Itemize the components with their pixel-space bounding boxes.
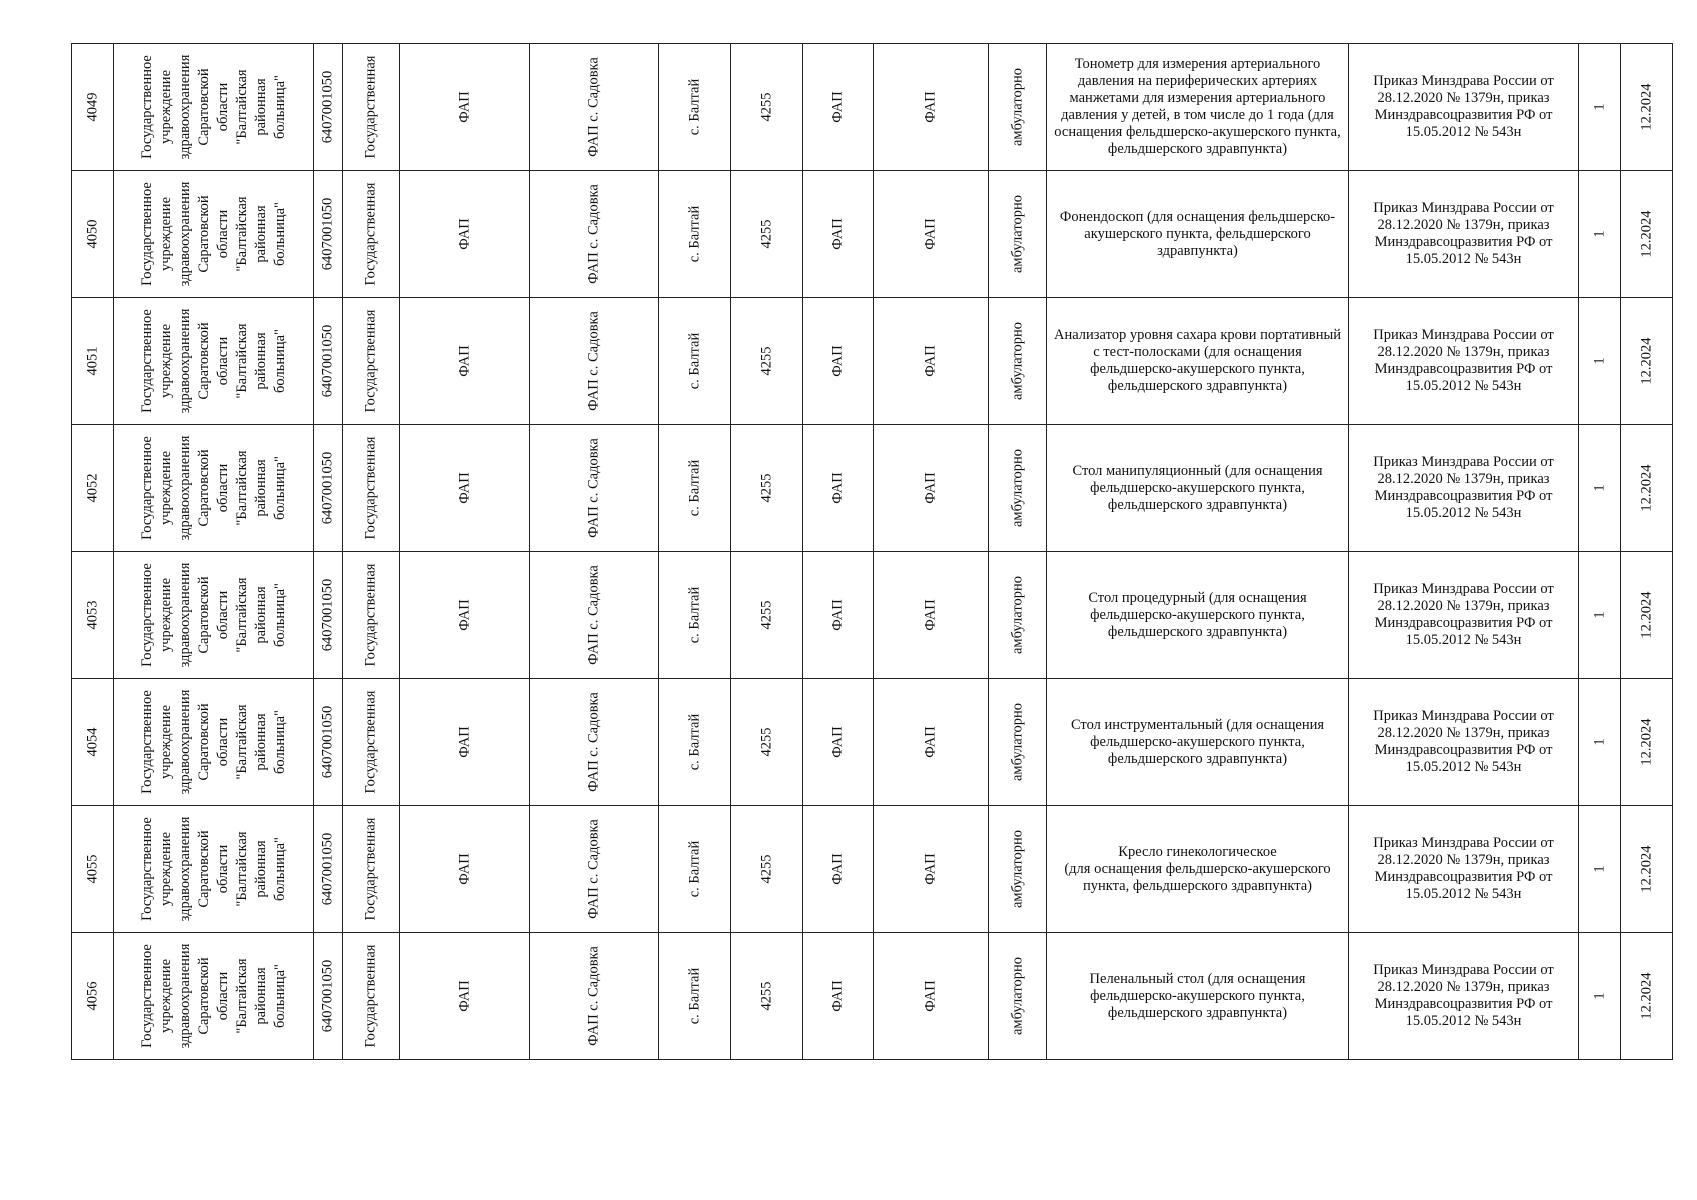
unit-name: ФАП bbox=[829, 472, 846, 504]
unit-name: ФАП bbox=[829, 218, 846, 250]
organization-name-cell bbox=[114, 425, 314, 552]
regulation-reference: Приказ Минздрава России от 28.12.2020 № 1379н, приказ Минздравсоцразвития РФ от 15.05.2012 № 543н bbox=[1349, 171, 1579, 298]
care-conditions: амбулаторно bbox=[1009, 702, 1025, 782]
unit-name-cell bbox=[803, 806, 874, 933]
delivery-date-cell bbox=[1621, 44, 1673, 171]
organization-name-cell bbox=[114, 933, 314, 1060]
inn-code: 6407001050 bbox=[319, 578, 336, 652]
quantity-cell bbox=[1579, 44, 1621, 171]
locality-cell bbox=[659, 806, 731, 933]
row-number-cell bbox=[72, 552, 114, 679]
inn-code-cell bbox=[314, 552, 343, 679]
facility-type: ФАП bbox=[456, 853, 472, 885]
subunit-name-cell bbox=[874, 806, 989, 933]
unit-name: ФАП bbox=[829, 599, 846, 631]
locality-code: 4255 bbox=[758, 981, 774, 1011]
locality: с. Балтай bbox=[686, 205, 702, 263]
locality-code-cell bbox=[731, 44, 803, 171]
organization-name: Государственное учреждение здравоохранения Саратовской области "Балтайская районная больница" bbox=[138, 562, 288, 668]
locality-code-cell bbox=[731, 171, 803, 298]
care-conditions-cell bbox=[989, 933, 1047, 1060]
quantity-cell bbox=[1579, 933, 1621, 1060]
ownership-type-cell bbox=[343, 806, 400, 933]
organization-name: Государственное учреждение здравоохранения Саратовской области "Балтайская районная больница" bbox=[138, 689, 288, 795]
quantity: 1 bbox=[1591, 738, 1607, 746]
organization-name-cell bbox=[114, 806, 314, 933]
table-row bbox=[72, 679, 1673, 806]
inn-code-cell bbox=[314, 933, 343, 1060]
regulation-reference: Приказ Минздрава России от 28.12.2020 № 1379н, приказ Минздравсоцразвития РФ от 15.05.2012 № 543н bbox=[1349, 425, 1579, 552]
facility-name-cell bbox=[530, 44, 659, 171]
facility-type: ФАП bbox=[456, 91, 472, 123]
table-row bbox=[72, 425, 1673, 552]
facility-name-cell bbox=[530, 806, 659, 933]
care-conditions: амбулаторно bbox=[1009, 448, 1025, 528]
delivery-date: 12.2024 bbox=[1638, 845, 1654, 893]
row-number-cell bbox=[72, 933, 114, 1060]
inn-code: 6407001050 bbox=[319, 197, 336, 271]
quantity: 1 bbox=[1591, 865, 1607, 873]
care-conditions-cell bbox=[989, 171, 1047, 298]
organization-name-cell bbox=[114, 298, 314, 425]
regulation-reference: Приказ Минздрава России от 28.12.2020 № 1379н, приказ Минздравсоцразвития РФ от 15.05.2012 № 543н bbox=[1349, 679, 1579, 806]
facility-name: ФАП с. Садовка bbox=[585, 438, 602, 538]
facility-name: ФАП с. Садовка bbox=[585, 311, 602, 411]
care-conditions: амбулаторно bbox=[1009, 321, 1025, 401]
equipment-description: Анализатор уровня сахара крови портативный с тест-полосками (для оснащения фельдшерско-акушерского пункта, фельдшерского здравпункта) bbox=[1047, 298, 1349, 425]
delivery-date-cell bbox=[1621, 679, 1673, 806]
delivery-date-cell bbox=[1621, 298, 1673, 425]
inn-code-cell bbox=[314, 44, 343, 171]
facility-name: ФАП с. Садовка bbox=[585, 184, 602, 284]
facility-name: ФАП с. Садовка bbox=[585, 692, 602, 792]
facility-name-cell bbox=[530, 679, 659, 806]
facility-type: ФАП bbox=[456, 472, 472, 504]
locality-code: 4255 bbox=[758, 473, 774, 503]
inn-code: 6407001050 bbox=[319, 324, 336, 398]
organization-name: Государственное учреждение здравоохранения Саратовской области "Балтайская районная больница" bbox=[138, 435, 288, 541]
ownership-type: Государственная bbox=[362, 55, 379, 159]
locality-cell bbox=[659, 298, 731, 425]
unit-name-cell bbox=[803, 933, 874, 1060]
organization-name: Государственное учреждение здравоохранения Саратовской области "Балтайская районная больница" bbox=[138, 816, 288, 922]
ownership-type: Государственная bbox=[362, 436, 379, 540]
locality-cell bbox=[659, 552, 731, 679]
locality-cell bbox=[659, 44, 731, 171]
locality: с. Балтай bbox=[686, 967, 702, 1025]
locality: с. Балтай bbox=[686, 713, 702, 771]
ownership-type: Государственная bbox=[362, 817, 379, 921]
facility-name: ФАП с. Садовка bbox=[585, 946, 602, 1046]
unit-name-cell bbox=[803, 44, 874, 171]
regulation-reference: Приказ Минздрава России от 28.12.2020 № 1379н, приказ Минздравсоцразвития РФ от 15.05.2012 № 543н bbox=[1349, 44, 1579, 171]
ownership-type-cell bbox=[343, 425, 400, 552]
row-number-cell bbox=[72, 806, 114, 933]
organization-name-cell bbox=[114, 171, 314, 298]
delivery-date-cell bbox=[1621, 552, 1673, 679]
quantity: 1 bbox=[1591, 357, 1607, 365]
locality-code: 4255 bbox=[758, 727, 774, 757]
table-row bbox=[72, 44, 1673, 171]
unit-name: ФАП bbox=[829, 345, 846, 377]
locality-cell bbox=[659, 425, 731, 552]
delivery-date-cell bbox=[1621, 171, 1673, 298]
facility-name-cell bbox=[530, 425, 659, 552]
subunit-name: ФАП bbox=[922, 472, 939, 504]
unit-name: ФАП bbox=[829, 853, 846, 885]
delivery-date: 12.2024 bbox=[1638, 337, 1654, 385]
locality-cell bbox=[659, 933, 731, 1060]
quantity-cell bbox=[1579, 171, 1621, 298]
locality-code-cell bbox=[731, 806, 803, 933]
row-number-cell bbox=[72, 425, 114, 552]
regulation-reference: Приказ Минздрава России от 28.12.2020 № 1379н, приказ Минздравсоцразвития РФ от 15.05.2012 № 543н bbox=[1349, 298, 1579, 425]
care-conditions-cell bbox=[989, 425, 1047, 552]
ownership-type-cell bbox=[343, 298, 400, 425]
row-number: 4049 bbox=[84, 92, 100, 122]
quantity-cell bbox=[1579, 552, 1621, 679]
quantity: 1 bbox=[1591, 103, 1607, 111]
unit-name-cell bbox=[803, 171, 874, 298]
subunit-name: ФАП bbox=[922, 853, 939, 885]
equipment-description: Тонометр для измерения артериального давления на периферических артериях манжетами для измерения артериального давления у детей, в том числе до 1 года (для оснащения фельдшерско-акушерского пункта, фельдшерского здравпункта) bbox=[1047, 44, 1349, 171]
ownership-type-cell bbox=[343, 679, 400, 806]
equipment-table bbox=[71, 43, 1673, 1060]
care-conditions-cell bbox=[989, 298, 1047, 425]
locality-code-cell bbox=[731, 552, 803, 679]
organization-name: Государственное учреждение здравоохранения Саратовской области "Балтайская районная больница" bbox=[138, 181, 288, 287]
facility-type-cell bbox=[400, 806, 530, 933]
row-number: 4050 bbox=[84, 219, 100, 249]
quantity-cell bbox=[1579, 298, 1621, 425]
inn-code: 6407001050 bbox=[319, 832, 336, 906]
table-row bbox=[72, 298, 1673, 425]
subunit-name: ФАП bbox=[922, 345, 939, 377]
facility-type-cell bbox=[400, 171, 530, 298]
facility-type-cell bbox=[400, 298, 530, 425]
quantity: 1 bbox=[1591, 484, 1607, 492]
inn-code-cell bbox=[314, 298, 343, 425]
facility-name-cell bbox=[530, 171, 659, 298]
locality-code: 4255 bbox=[758, 219, 774, 249]
unit-name-cell bbox=[803, 679, 874, 806]
organization-name-cell bbox=[114, 44, 314, 171]
delivery-date-cell bbox=[1621, 425, 1673, 552]
locality: с. Балтай bbox=[686, 78, 702, 136]
ownership-type-cell bbox=[343, 171, 400, 298]
locality-cell bbox=[659, 679, 731, 806]
subunit-name: ФАП bbox=[922, 91, 939, 123]
regulation-reference: Приказ Минздрава России от 28.12.2020 № 1379н, приказ Минздравсоцразвития РФ от 15.05.2012 № 543н bbox=[1349, 552, 1579, 679]
facility-type-cell bbox=[400, 425, 530, 552]
delivery-date: 12.2024 bbox=[1638, 464, 1654, 512]
regulation-reference: Приказ Минздрава России от 28.12.2020 № 1379н, приказ Минздравсоцразвития РФ от 15.05.2012 № 543н bbox=[1349, 933, 1579, 1060]
equipment-description: Кресло гинекологическое (для оснащения фельдшерско-акушерского пункта, фельдшерского здравпункта) bbox=[1047, 806, 1349, 933]
row-number: 4056 bbox=[84, 981, 100, 1011]
organization-name: Государственное учреждение здравоохранения Саратовской области "Балтайская районная больница" bbox=[138, 54, 288, 160]
subunit-name-cell bbox=[874, 552, 989, 679]
delivery-date: 12.2024 bbox=[1638, 972, 1654, 1020]
organization-name: Государственное учреждение здравоохранения Саратовской области "Балтайская районная больница" bbox=[138, 308, 288, 414]
equipment-description: Стол процедурный (для оснащения фельдшерско-акушерского пункта, фельдшерского здравпункта) bbox=[1047, 552, 1349, 679]
subunit-name-cell bbox=[874, 298, 989, 425]
table-row bbox=[72, 171, 1673, 298]
organization-name-cell bbox=[114, 552, 314, 679]
ownership-type: Государственная bbox=[362, 309, 379, 413]
facility-type-cell bbox=[400, 44, 530, 171]
regulation-reference: Приказ Минздрава России от 28.12.2020 № 1379н, приказ Минздравсоцразвития РФ от 15.05.2012 № 543н bbox=[1349, 806, 1579, 933]
quantity: 1 bbox=[1591, 230, 1607, 238]
locality-cell bbox=[659, 171, 731, 298]
subunit-name: ФАП bbox=[922, 599, 939, 631]
subunit-name-cell bbox=[874, 171, 989, 298]
row-number: 4054 bbox=[84, 727, 100, 757]
care-conditions-cell bbox=[989, 806, 1047, 933]
quantity-cell bbox=[1579, 425, 1621, 552]
equipment-description: Стол инструментальный (для оснащения фельдшерско-акушерского пункта, фельдшерского здравпункта) bbox=[1047, 679, 1349, 806]
subunit-name: ФАП bbox=[922, 218, 939, 250]
locality-code: 4255 bbox=[758, 346, 774, 376]
care-conditions-cell bbox=[989, 679, 1047, 806]
inn-code-cell bbox=[314, 425, 343, 552]
locality: с. Балтай bbox=[686, 840, 702, 898]
facility-name-cell bbox=[530, 298, 659, 425]
locality-code: 4255 bbox=[758, 92, 774, 122]
organization-name: Государственное учреждение здравоохранения Саратовской области "Балтайская районная больница" bbox=[138, 943, 288, 1049]
inn-code-cell bbox=[314, 171, 343, 298]
facility-type: ФАП bbox=[456, 726, 472, 758]
table-row bbox=[72, 552, 1673, 679]
ownership-type: Государственная bbox=[362, 182, 379, 286]
unit-name: ФАП bbox=[829, 980, 846, 1012]
unit-name: ФАП bbox=[829, 91, 846, 123]
ownership-type: Государственная bbox=[362, 690, 379, 794]
locality-code-cell bbox=[731, 933, 803, 1060]
row-number: 4052 bbox=[84, 473, 100, 503]
delivery-date: 12.2024 bbox=[1638, 83, 1654, 131]
care-conditions: амбулаторно bbox=[1009, 575, 1025, 655]
delivery-date-cell bbox=[1621, 933, 1673, 1060]
ownership-type-cell bbox=[343, 44, 400, 171]
facility-type: ФАП bbox=[456, 599, 472, 631]
care-conditions-cell bbox=[989, 552, 1047, 679]
equipment-description: Стол манипуляционный (для оснащения фельдшерско-акушерского пункта, фельдшерского здравпункта) bbox=[1047, 425, 1349, 552]
delivery-date-cell bbox=[1621, 806, 1673, 933]
row-number-cell bbox=[72, 298, 114, 425]
locality-code-cell bbox=[731, 298, 803, 425]
unit-name: ФАП bbox=[829, 726, 846, 758]
subunit-name: ФАП bbox=[922, 980, 939, 1012]
care-conditions: амбулаторно bbox=[1009, 194, 1025, 274]
quantity-cell bbox=[1579, 679, 1621, 806]
care-conditions: амбулаторно bbox=[1009, 956, 1025, 1036]
quantity: 1 bbox=[1591, 992, 1607, 1000]
delivery-date: 12.2024 bbox=[1638, 210, 1654, 258]
table-row bbox=[72, 806, 1673, 933]
equipment-description: Фонендоскоп (для оснащения фельдшерско-акушерского пункта, фельдшерского здравпункта) bbox=[1047, 171, 1349, 298]
subunit-name-cell bbox=[874, 679, 989, 806]
delivery-date: 12.2024 bbox=[1638, 591, 1654, 639]
facility-type-cell bbox=[400, 552, 530, 679]
ownership-type: Государственная bbox=[362, 944, 379, 1048]
inn-code-cell bbox=[314, 806, 343, 933]
row-number-cell bbox=[72, 44, 114, 171]
facility-name-cell bbox=[530, 552, 659, 679]
row-number: 4055 bbox=[84, 854, 100, 884]
table-row bbox=[72, 933, 1673, 1060]
care-conditions: амбулаторно bbox=[1009, 67, 1025, 147]
quantity-cell bbox=[1579, 806, 1621, 933]
table-body bbox=[72, 44, 1673, 1060]
inn-code: 6407001050 bbox=[319, 959, 336, 1033]
row-number-cell bbox=[72, 171, 114, 298]
facility-name: ФАП с. Садовка bbox=[585, 565, 602, 665]
locality: с. Балтай bbox=[686, 586, 702, 644]
care-conditions: амбулаторно bbox=[1009, 829, 1025, 909]
subunit-name: ФАП bbox=[922, 726, 939, 758]
row-number: 4051 bbox=[84, 346, 100, 376]
equipment-description: Пеленальный стол (для оснащения фельдшерско-акушерского пункта, фельдшерского здравпункта) bbox=[1047, 933, 1349, 1060]
unit-name-cell bbox=[803, 552, 874, 679]
facility-name: ФАП с. Садовка bbox=[585, 819, 602, 919]
inn-code: 6407001050 bbox=[319, 70, 336, 144]
row-number: 4053 bbox=[84, 600, 100, 630]
facility-type: ФАП bbox=[456, 345, 472, 377]
inn-code: 6407001050 bbox=[319, 705, 336, 779]
delivery-date: 12.2024 bbox=[1638, 718, 1654, 766]
facility-type-cell bbox=[400, 679, 530, 806]
unit-name-cell bbox=[803, 298, 874, 425]
inn-code: 6407001050 bbox=[319, 451, 336, 525]
facility-name: ФАП с. Садовка bbox=[585, 57, 602, 157]
care-conditions-cell bbox=[989, 44, 1047, 171]
ownership-type-cell bbox=[343, 933, 400, 1060]
locality-code: 4255 bbox=[758, 854, 774, 884]
facility-name-cell bbox=[530, 933, 659, 1060]
ownership-type: Государственная bbox=[362, 563, 379, 667]
locality-code: 4255 bbox=[758, 600, 774, 630]
inn-code-cell bbox=[314, 679, 343, 806]
locality-code-cell bbox=[731, 679, 803, 806]
quantity: 1 bbox=[1591, 611, 1607, 619]
subunit-name-cell bbox=[874, 933, 989, 1060]
subunit-name-cell bbox=[874, 44, 989, 171]
locality: с. Балтай bbox=[686, 332, 702, 390]
unit-name-cell bbox=[803, 425, 874, 552]
locality: с. Балтай bbox=[686, 459, 702, 517]
subunit-name-cell bbox=[874, 425, 989, 552]
locality-code-cell bbox=[731, 425, 803, 552]
facility-type: ФАП bbox=[456, 218, 472, 250]
facility-type-cell bbox=[400, 933, 530, 1060]
ownership-type-cell bbox=[343, 552, 400, 679]
organization-name-cell bbox=[114, 679, 314, 806]
row-number-cell bbox=[72, 679, 114, 806]
facility-type: ФАП bbox=[456, 980, 472, 1012]
